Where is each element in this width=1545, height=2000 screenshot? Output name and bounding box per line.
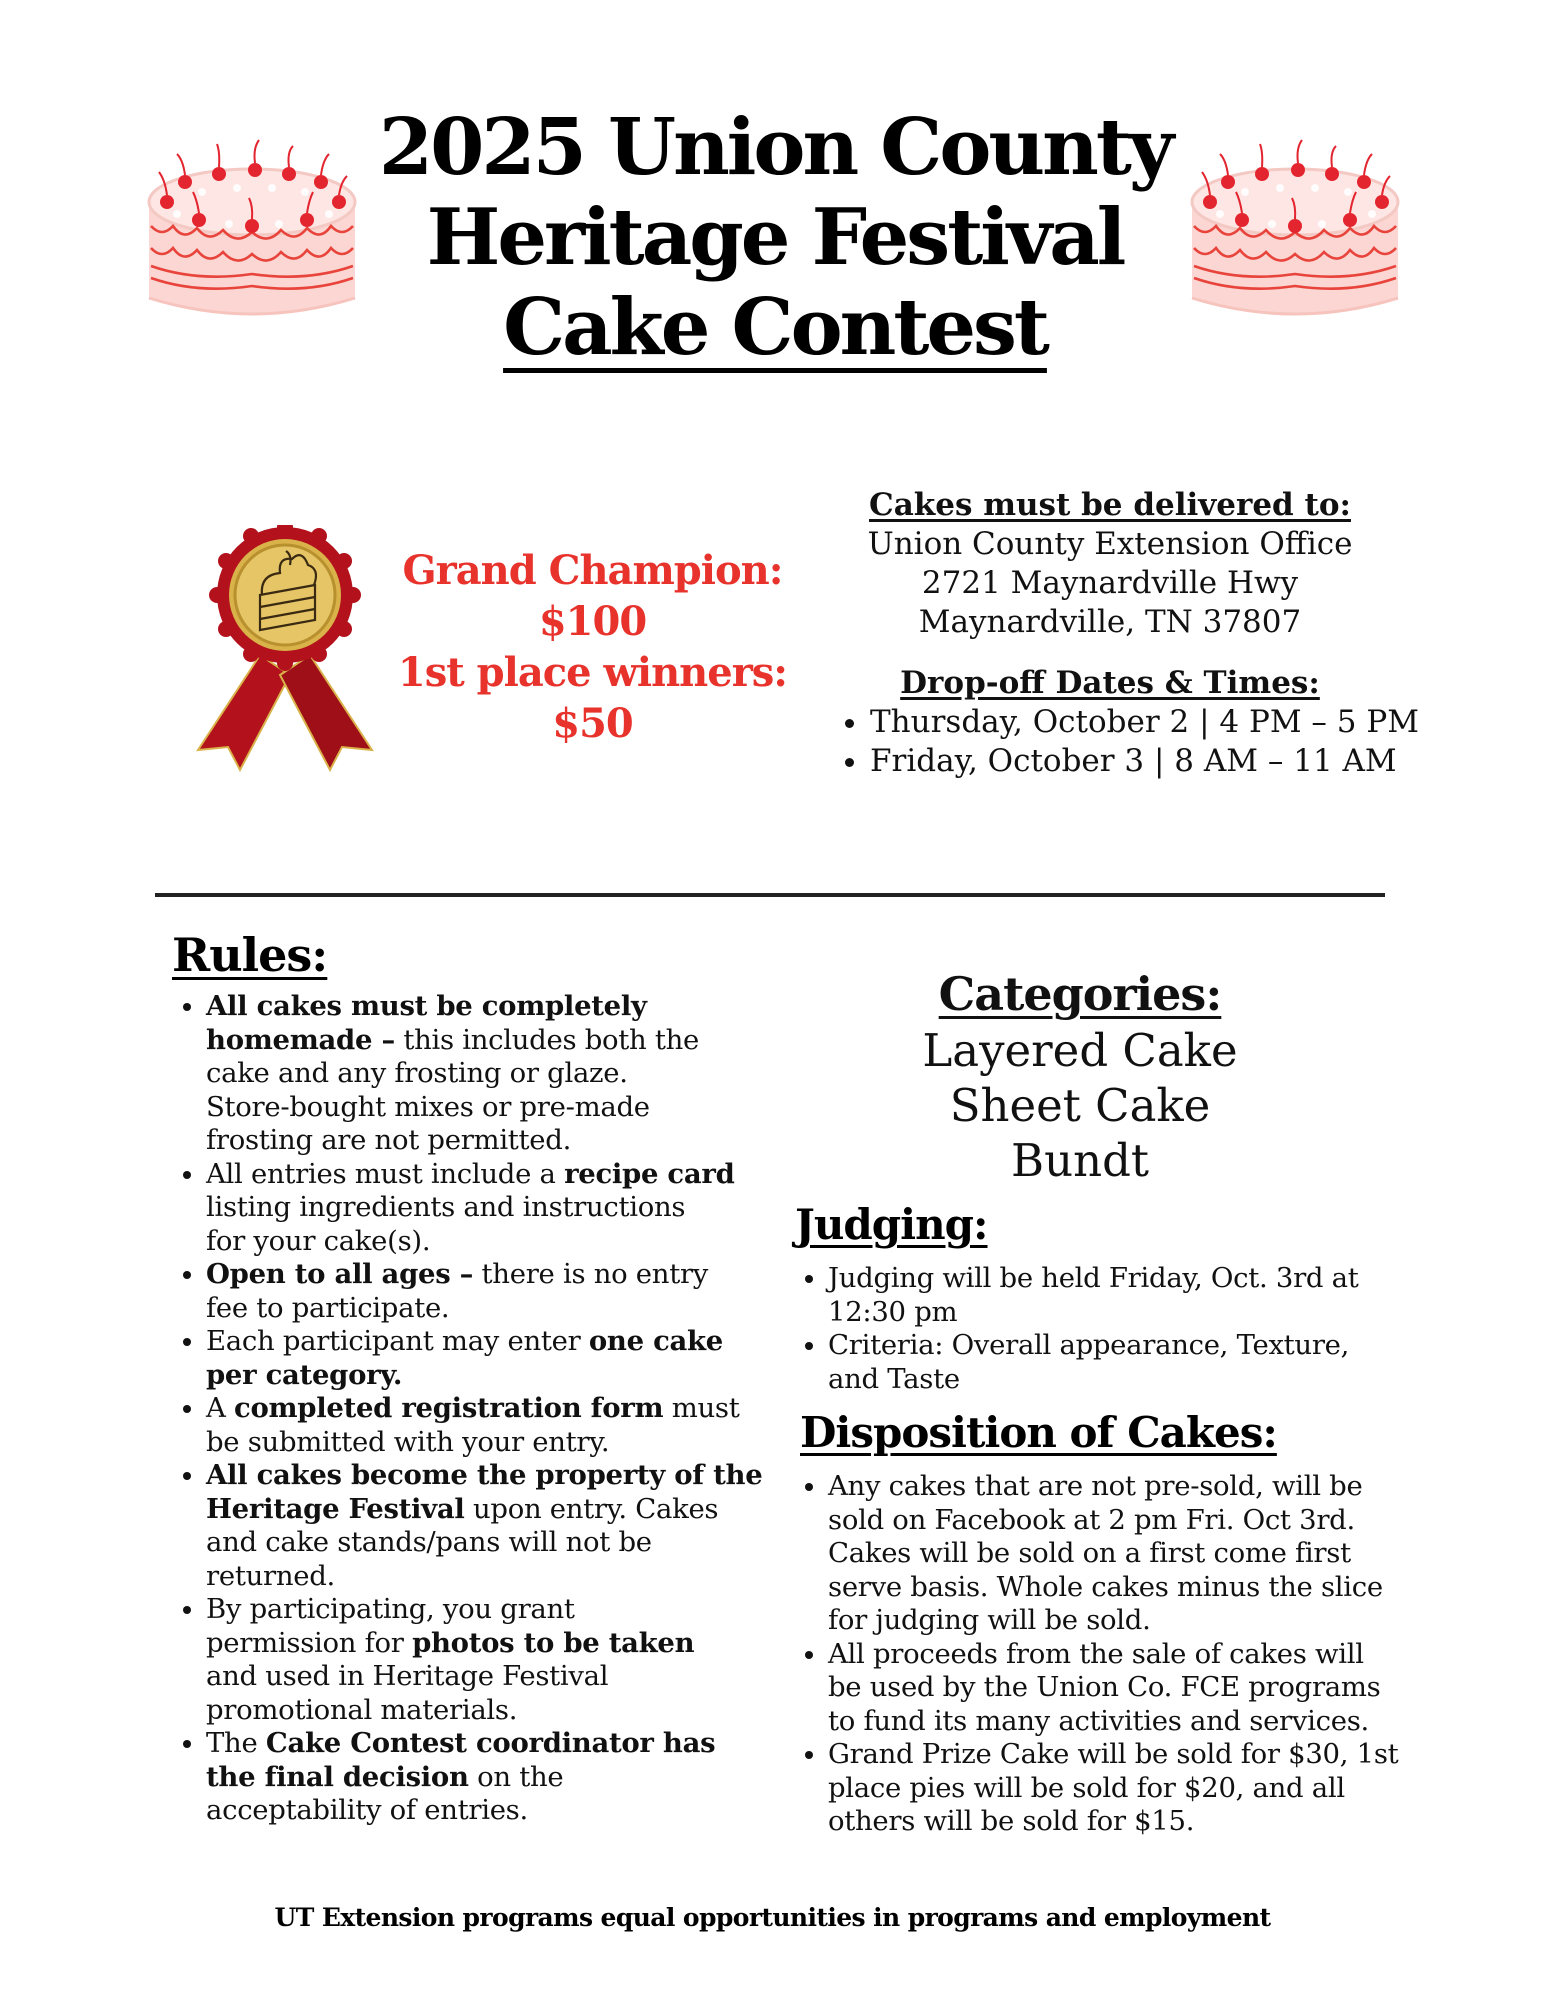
dropoff-list xyxy=(820,703,1419,781)
rule-text: there is no entry xyxy=(473,1258,709,1290)
rules-heading: Rules: xyxy=(172,928,328,982)
title-line-1: 2025 Union County xyxy=(378,102,1172,193)
prize-first-place-label: 1st place winners: xyxy=(397,649,788,696)
rule-text: returned. xyxy=(206,1559,335,1592)
rule-text: acceptability of entries. xyxy=(206,1794,528,1826)
cake-icon xyxy=(137,120,367,350)
rule-text: Cake Contest coordinator has xyxy=(265,1727,716,1759)
disposition-heading: Disposition of Cakes: xyxy=(800,1408,1277,1457)
rule-text: • By participating, you grant xyxy=(206,1593,575,1625)
categories-block xyxy=(880,965,1280,1188)
list-item xyxy=(828,1470,1468,1638)
dropoff-item: • Thursday, October 2 | 4 PM – 5 PM xyxy=(870,703,1400,742)
list-item xyxy=(828,1738,1468,1839)
rule-text: Each participant may enter xyxy=(206,1325,589,1357)
award-ribbon-icon xyxy=(190,525,380,775)
category-item: Bundt xyxy=(1011,1134,1149,1187)
list-item xyxy=(206,1392,796,1459)
rule-text: All cakes become the property of the xyxy=(206,1459,763,1491)
prize-block xyxy=(395,545,790,749)
disposition-text: sold on Facebook at 2 pm Fri. Oct 3rd. xyxy=(828,1503,1355,1536)
dropoff-heading: Drop-off Dates & Times: xyxy=(900,665,1320,701)
rule-text: the final decision xyxy=(206,1760,469,1793)
prize-first-place-amount: $50 xyxy=(552,700,633,747)
rule-text: photos to be taken xyxy=(412,1626,695,1659)
rule-text: Open to all ages – xyxy=(206,1258,474,1290)
prize-grand-champion-label: Grand Champion: xyxy=(402,547,783,594)
cake-icon xyxy=(1180,120,1410,350)
rules-list xyxy=(175,990,796,1828)
disposition-list xyxy=(797,1470,1468,1839)
judging-text: • Criteria: Overall appearance, Texture, xyxy=(828,1329,1350,1361)
rule-text: promotional materials. xyxy=(206,1693,518,1726)
delivery-info xyxy=(820,486,1419,781)
list-item xyxy=(206,1325,796,1392)
disposition-text: others will be sold for $15. xyxy=(828,1805,1195,1837)
list-item xyxy=(206,1593,796,1727)
rule-text: A xyxy=(206,1392,235,1424)
disposition-text: • Grand Prize Cake will be sold for $30, 1st xyxy=(828,1738,1399,1770)
rule-text: be submitted with your entry. xyxy=(206,1425,610,1458)
rule-text: All entries must include a xyxy=(206,1157,565,1190)
rule-text: and cake stands/pans will not be xyxy=(206,1526,652,1558)
rule-text: The xyxy=(206,1727,266,1759)
rule-text: on the xyxy=(468,1760,564,1793)
rule-text: frosting are not permitted. xyxy=(206,1124,572,1156)
rule-text: completed registration form xyxy=(234,1392,664,1424)
disposition-text: • Any cakes that are not pre-sold, will be xyxy=(828,1470,1363,1502)
list-item xyxy=(206,1158,796,1259)
list-item xyxy=(828,1638,1468,1739)
delivery-heading: Cakes must be delivered to: xyxy=(869,487,1351,523)
judging-text: and Taste xyxy=(828,1362,960,1395)
rule-text: homemade – xyxy=(206,1023,395,1056)
disposition-text: for judging will be sold. xyxy=(828,1604,1151,1636)
title-line-3: Cake Contest xyxy=(503,282,1047,373)
category-item: Sheet Cake xyxy=(949,1079,1211,1132)
list-item xyxy=(828,1329,1468,1396)
judging-list xyxy=(797,1262,1468,1396)
list-item xyxy=(206,1727,796,1828)
delivery-office: Union County Extension Office xyxy=(867,526,1353,562)
category-item: Layered Cake xyxy=(922,1024,1238,1077)
page-title xyxy=(360,103,1190,373)
rule-text: for your cake(s). xyxy=(206,1224,431,1257)
rule-text: must xyxy=(663,1392,740,1424)
rule-text: Heritage Festival xyxy=(206,1492,465,1525)
rule-text: recipe card xyxy=(564,1157,735,1190)
rule-text: this includes both the xyxy=(394,1023,700,1056)
rule-text: one cake xyxy=(588,1325,723,1357)
rule-text: All cakes must be completely xyxy=(206,990,647,1022)
judging-heading: Judging: xyxy=(795,1200,988,1249)
list-item xyxy=(206,1258,796,1325)
dropoff-item: • Friday, October 3 | 8 AM – 11 AM xyxy=(870,742,1400,781)
disposition-text: Cakes will be sold on a first come first xyxy=(828,1537,1351,1569)
judging-text: 12:30 pm xyxy=(828,1295,958,1328)
disposition-text: place pies will be sold for $20, and all xyxy=(828,1771,1345,1804)
disposition-text: serve basis. Whole cakes minus the slice xyxy=(828,1570,1383,1603)
rule-text: listing ingredients and instructions xyxy=(206,1191,686,1223)
footer-text: UT Extension programs equal opportunities in programs and employment xyxy=(274,1903,1271,1932)
categories-heading: Categories: xyxy=(938,967,1222,1021)
disposition-text: to fund its many activities and services. xyxy=(828,1704,1369,1737)
rule-text: fee to participate. xyxy=(206,1291,450,1324)
disposition-text: • All proceeds from the sale of cakes will xyxy=(828,1637,1364,1670)
rule-text: cake and any frosting or glaze. xyxy=(206,1057,628,1089)
divider xyxy=(155,893,1385,897)
list-item xyxy=(206,1459,796,1593)
prize-grand-champion-amount: $100 xyxy=(538,598,647,645)
delivery-city: Maynardville, TN 37807 xyxy=(918,604,1302,640)
judging-text: • Judging will be held Friday, Oct. 3rd at xyxy=(828,1262,1359,1294)
delivery-street: 2721 Maynardville Hwy xyxy=(921,565,1299,601)
rule-text: Store-bought mixes or pre-made xyxy=(206,1090,650,1123)
title-line-2: Heritage Festival xyxy=(426,192,1124,283)
rule-text: and used in Heritage Festival xyxy=(206,1660,609,1692)
list-item xyxy=(828,1262,1468,1329)
list-item xyxy=(206,990,796,1158)
rule-text: permission for xyxy=(206,1626,413,1659)
disposition-text: be used by the Union Co. FCE programs xyxy=(828,1671,1381,1703)
rule-text: upon entry. Cakes xyxy=(464,1492,719,1525)
rule-text: per category. xyxy=(206,1358,403,1391)
